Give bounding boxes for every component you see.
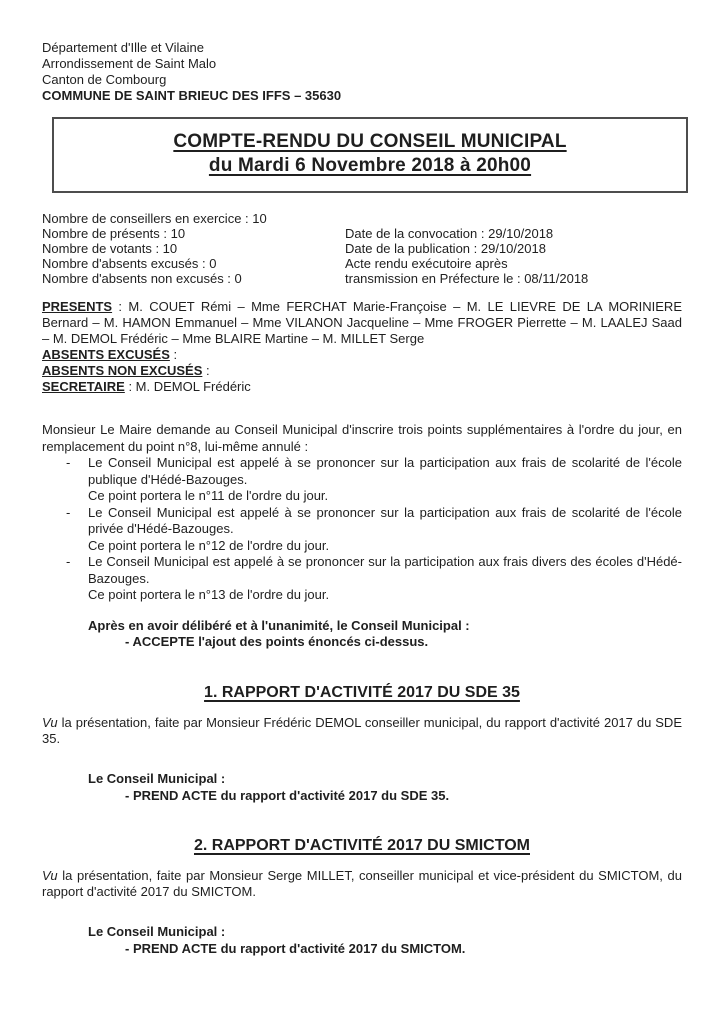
acte-executoire-line1: Acte rendu exécutoire après — [345, 256, 508, 271]
meeting-datetime: du Mardi 6 Novembre 2018 à 20h00 — [208, 155, 532, 176]
section-smictom — [42, 835, 682, 957]
decision-resolution: - ACCEPTE l'ajout des points énoncés ci-dessus. — [125, 634, 429, 649]
vu-word: Vu — [42, 867, 58, 883]
acte-executoire-line2: transmission en Préfecture le : 08/11/2018 — [345, 271, 589, 286]
agenda-item-text: Le Conseil Municipal est appelé à se prononcer sur la participation aux frais divers des écoles d'Hédé-Bazouges. — [88, 554, 682, 586]
absents-non-excuses-separator: : — [202, 363, 210, 378]
attendance-block — [42, 299, 682, 395]
section-2-heading: 2. RAPPORT D'ACTIVITÉ 2017 DU SMICTOM — [193, 836, 530, 854]
date-convocation: Date de la convocation : 29/10/2018 — [345, 226, 554, 241]
section-sde35 — [42, 682, 682, 804]
stat-presents: Nombre de présents : 10 — [42, 226, 186, 241]
absents-non-excuses-line — [42, 363, 682, 379]
agenda-item-note: Ce point portera le n°12 de l'ordre du jour. — [88, 537, 330, 553]
presents-paragraph — [42, 299, 682, 347]
agenda-item-3 — [42, 554, 682, 604]
agenda-item-note: Ce point portera le n°11 de l'ordre du jour. — [88, 488, 329, 503]
absents-excuses-line — [42, 347, 682, 363]
stat-votants: Nombre de votants : 10 — [42, 241, 178, 256]
presents-names: M. COUET Rémi – Mme FERCHAT Marie-Françoise – M. LE LIEVRE DE LA MORINIERE Bernard – M. HAMON Emmanuel – Mme VILANON Jacqueline – Mme FROGER Pierrette – M. LAALEJ Saad – M. DEMOL Frédéric – Mme BLAIRE Martine – M. MILLET Serge — [42, 299, 682, 346]
presents-label: PRESENTS — [42, 299, 113, 314]
secretaire-name: M. DEMOL Frédéric — [135, 379, 251, 394]
absents-excuses-separator: : — [169, 347, 178, 362]
section-1-resolution: - PREND ACTE du rapport d'activité 2017 du SDE 35. — [125, 787, 450, 803]
bullet-dash-icon: - — [66, 455, 71, 470]
absents-non-excuses-label: ABSENTS NON EXCUSÉS — [42, 363, 203, 378]
section-1-body-text: la présentation, faite par Monsieur Frédéric DEMOL conseiller municipal, du rapport d'activité 2017 du SDE 35. — [42, 714, 682, 746]
stat-absents-non-excuses: Nombre d'absents non excusés : 0 — [42, 271, 242, 286]
bullet-dash-icon: - — [66, 504, 71, 520]
section-2-resolution: - PREND ACTE du rapport d'activité 2017 du SMICTOM. — [125, 940, 466, 956]
title-box — [52, 117, 688, 193]
absents-excuses-label: ABSENTS EXCUSÉS — [42, 347, 170, 362]
section-1-body — [42, 715, 682, 748]
section-1-heading: 1. RAPPORT D'ACTIVITÉ 2017 DU SDE 35 — [204, 683, 520, 701]
decision-intro: Après en avoir délibéré et à l'unanimité, le Conseil Municipal : — [88, 617, 470, 633]
letterhead-canton: Canton de Combourg — [42, 72, 167, 87]
secretaire-separator: : — [124, 379, 136, 394]
presents-separator: : — [112, 299, 129, 314]
section-2-body-text: la présentation, faite par Monsieur Serge MILLET, conseiller municipal et vice-président du SMICTOM, du rapport d'activité 2017 du SMICTOM. — [42, 867, 682, 899]
secretaire-line — [42, 379, 682, 395]
letterhead-departement: Département d'Ille et Vilaine — [42, 40, 204, 55]
section-2-body — [42, 868, 682, 901]
letterhead — [42, 40, 682, 104]
decision-block — [42, 618, 682, 651]
date-publication: Date de la publication : 29/10/2018 — [345, 241, 546, 256]
meeting-title: COMPTE-RENDU DU CONSEIL MUNICIPAL — [173, 131, 567, 152]
bullet-dash-icon: - — [66, 554, 71, 569]
agenda-item-text: Le Conseil Municipal est appelé à se prononcer sur la participation aux frais de scolarité de l'école publique d'Hédé-Bazouges. — [88, 455, 682, 487]
agenda-list — [42, 455, 682, 604]
commune-name: COMMUNE DE SAINT BRIEUC DES IFFS – 35630 — [42, 88, 342, 103]
agenda-item-1 — [42, 455, 682, 505]
secretaire-label: SECRETAIRE — [42, 379, 125, 394]
stat-absents-excuses: Nombre d'absents excusés : 0 — [42, 256, 217, 271]
section-1-council-label: Le Conseil Municipal : — [88, 770, 226, 786]
agenda-item-2 — [42, 505, 682, 555]
agenda-item-text: Le Conseil Municipal est appelé à se prononcer sur la participation aux frais de scolarité de l'école privée d'Hédé-Bazouges. — [88, 504, 682, 536]
section-2-council-label: Le Conseil Municipal : — [88, 923, 226, 939]
stats-left-column — [42, 211, 345, 286]
agenda-intro: Monsieur Le Maire demande au Conseil Municipal d'inscrire trois points supplémentaires à l'ordre du jour, en remplacement du point n°8, lui-même annulé : — [42, 422, 682, 454]
vu-word: Vu — [42, 714, 58, 730]
letterhead-arrondissement: Arrondissement de Saint Malo — [42, 56, 217, 71]
agenda-item-note: Ce point portera le n°13 de l'ordre du jour. — [88, 587, 330, 602]
stats-right-column — [345, 226, 682, 286]
stat-conseillers: Nombre de conseillers en exercice : 10 — [42, 211, 267, 226]
stats-block — [42, 211, 682, 286]
